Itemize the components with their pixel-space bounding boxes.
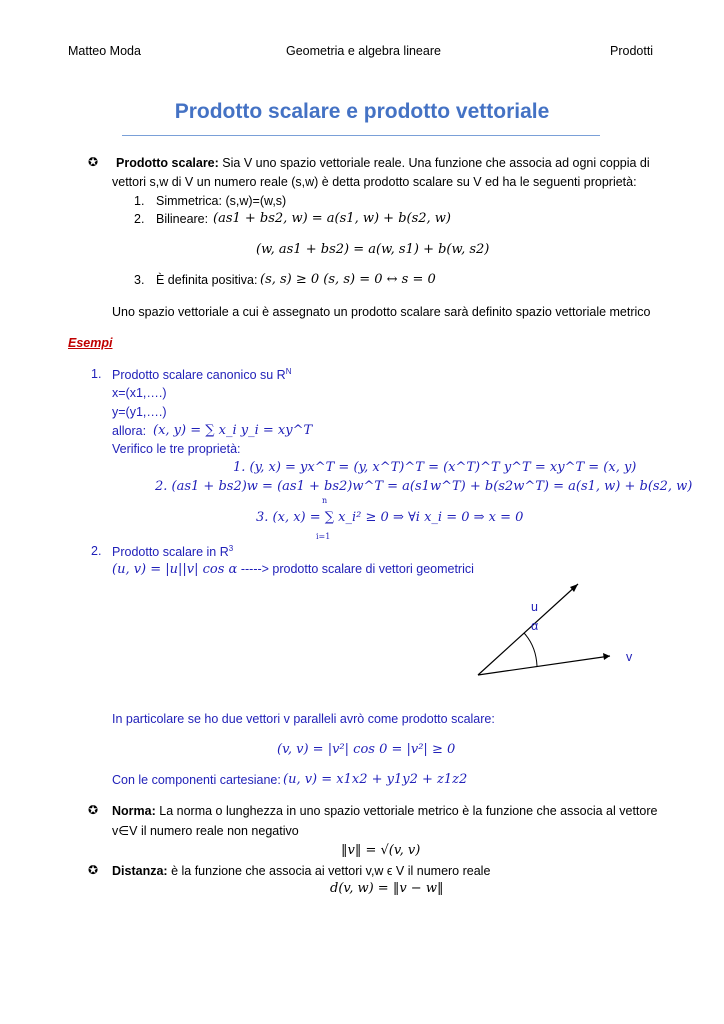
geometric-text: -----> prodotto scalare di vettori geometrici — [240, 562, 474, 576]
section1-term: Prodotto scalare: — [116, 156, 219, 170]
sum-upper-limit: n — [322, 496, 328, 505]
star-bullet-icon: ✪ — [88, 863, 99, 877]
angle-arc — [524, 633, 537, 666]
distanza-text1: è la funzione che associa ai vettori v,w ϵ V il numero reale — [171, 864, 491, 878]
section1-line2: vettori s,w di V un numero reale (s,w) è detta prodotto scalare su V ed ha le seguenti proprietà: — [112, 175, 637, 189]
vector-v-arrowhead — [603, 653, 610, 660]
distanza-line1 — [112, 864, 490, 878]
parallel-text: In particolare se ho due vettori v paralleli avrò come prodotto scalare: — [112, 712, 495, 726]
cartesian-formula: (u, v) = x1x2 + y1y2 + z1z2 — [283, 772, 468, 787]
distanza-term: Distanza: — [112, 864, 168, 878]
allora-label: allora: — [112, 424, 147, 438]
geometric-formula: (u, v) = |u||v| cos α — [112, 562, 238, 577]
prop1-text: Simmetrica: (s,w)=(w,s) — [156, 194, 287, 208]
vector-u-label: u — [531, 600, 538, 614]
prop2-formula: (as1 + bs2, w) = a(s1, w) + b(s2, w) — [213, 211, 451, 226]
example2-title — [112, 544, 233, 559]
prop1-number: 1. — [134, 194, 145, 208]
vector-v-label: v — [626, 650, 633, 664]
vector-v-line — [478, 656, 610, 675]
norma-text1: La norma o lunghezza in uno spazio vettoriale metrico è la funzione che associa al vettore — [159, 804, 658, 818]
header-author: Matteo Moda — [68, 44, 141, 58]
star-bullet-icon: ✪ — [88, 803, 99, 817]
example2-number: 2. — [91, 544, 102, 558]
example1-number: 1. — [91, 367, 102, 381]
distanza-formula: d(v, w) = ‖v − w‖ — [330, 881, 444, 896]
verify-formula-1: 1. (y, x) = yx^T = (y, x^T)^T = (x^T)^T y^T = xy^T = (x, y) — [233, 460, 637, 475]
verify-formula-2: 2. (as1 + bs2)w = (as1 + bs2)w^T = a(s1w^T) + b(s2w^T) = a(s1, w) + b(s2, w) — [155, 479, 693, 494]
example1-title — [112, 367, 292, 382]
allora-formula: (x, y) = ∑ x_i y_i = xy^T — [153, 423, 313, 438]
star-bullet-icon: ✪ — [88, 155, 99, 169]
cartesian-label: Con le componenti cartesiane: — [112, 773, 281, 787]
examples-heading: Esempi — [68, 336, 113, 350]
example2-title-text: Prodotto scalare in R — [112, 545, 229, 560]
norma-term: Norma: — [112, 804, 156, 818]
header-topic: Prodotti — [610, 44, 654, 58]
norma-formula: ‖v‖ = √(v, v) — [341, 843, 421, 858]
title-rule — [122, 135, 600, 136]
geometric-line — [112, 562, 474, 577]
example2-title-sup: 3 — [228, 544, 234, 553]
prop2-number: 2. — [134, 212, 145, 226]
vector-u-line — [478, 584, 578, 675]
prop3-formula: (s, s) ≥ 0 (s, s) = 0 ↔ s = 0 — [260, 272, 436, 287]
verify-formula-3: 3. (x, x) = ∑ x_i² ≥ 0 ⇒ ∀i x_i = 0 ⇒ x = 0 — [256, 510, 524, 525]
x-definition: x=(x1,….) — [112, 386, 167, 400]
vector-angle-diagram — [470, 580, 620, 680]
header-course: Geometria e algebra lineare — [286, 44, 441, 58]
y-definition: y=(y1,….) — [112, 405, 167, 419]
angle-alpha-label: α — [531, 619, 539, 633]
example1-title-text: Prodotto scalare canonico su R — [112, 368, 286, 383]
sum-lower-limit: i=1 — [316, 532, 331, 541]
example1-title-sup: N — [285, 367, 292, 376]
prop2-label: Bilineare: — [156, 212, 209, 226]
parallel-formula: (v, v) = |v²| cos 0 = |v²| ≥ 0 — [277, 742, 456, 757]
page-title: Prodotto scalare e prodotto vettoriale — [174, 100, 550, 123]
section1-conclusion: Uno spazio vettoriale a cui è assegnato un prodotto scalare sarà definito spazio vettoriale metrico — [112, 305, 651, 319]
section1-line1 — [116, 156, 650, 170]
section1-text1: Sia V uno spazio vettoriale reale. Una funzione che associa ad ogni coppia di — [222, 156, 650, 170]
prop3-label: È definita positiva: — [156, 273, 258, 287]
prop3-number: 3. — [134, 273, 145, 287]
prop2-formula-2: (w, as1 + bs2) = a(w, s1) + b(w, s2) — [256, 242, 490, 257]
norma-line1 — [112, 804, 657, 818]
verify-text: Verifico le tre proprietà: — [112, 442, 241, 456]
norma-line2: v∈V il numero reale non negativo — [112, 824, 299, 838]
